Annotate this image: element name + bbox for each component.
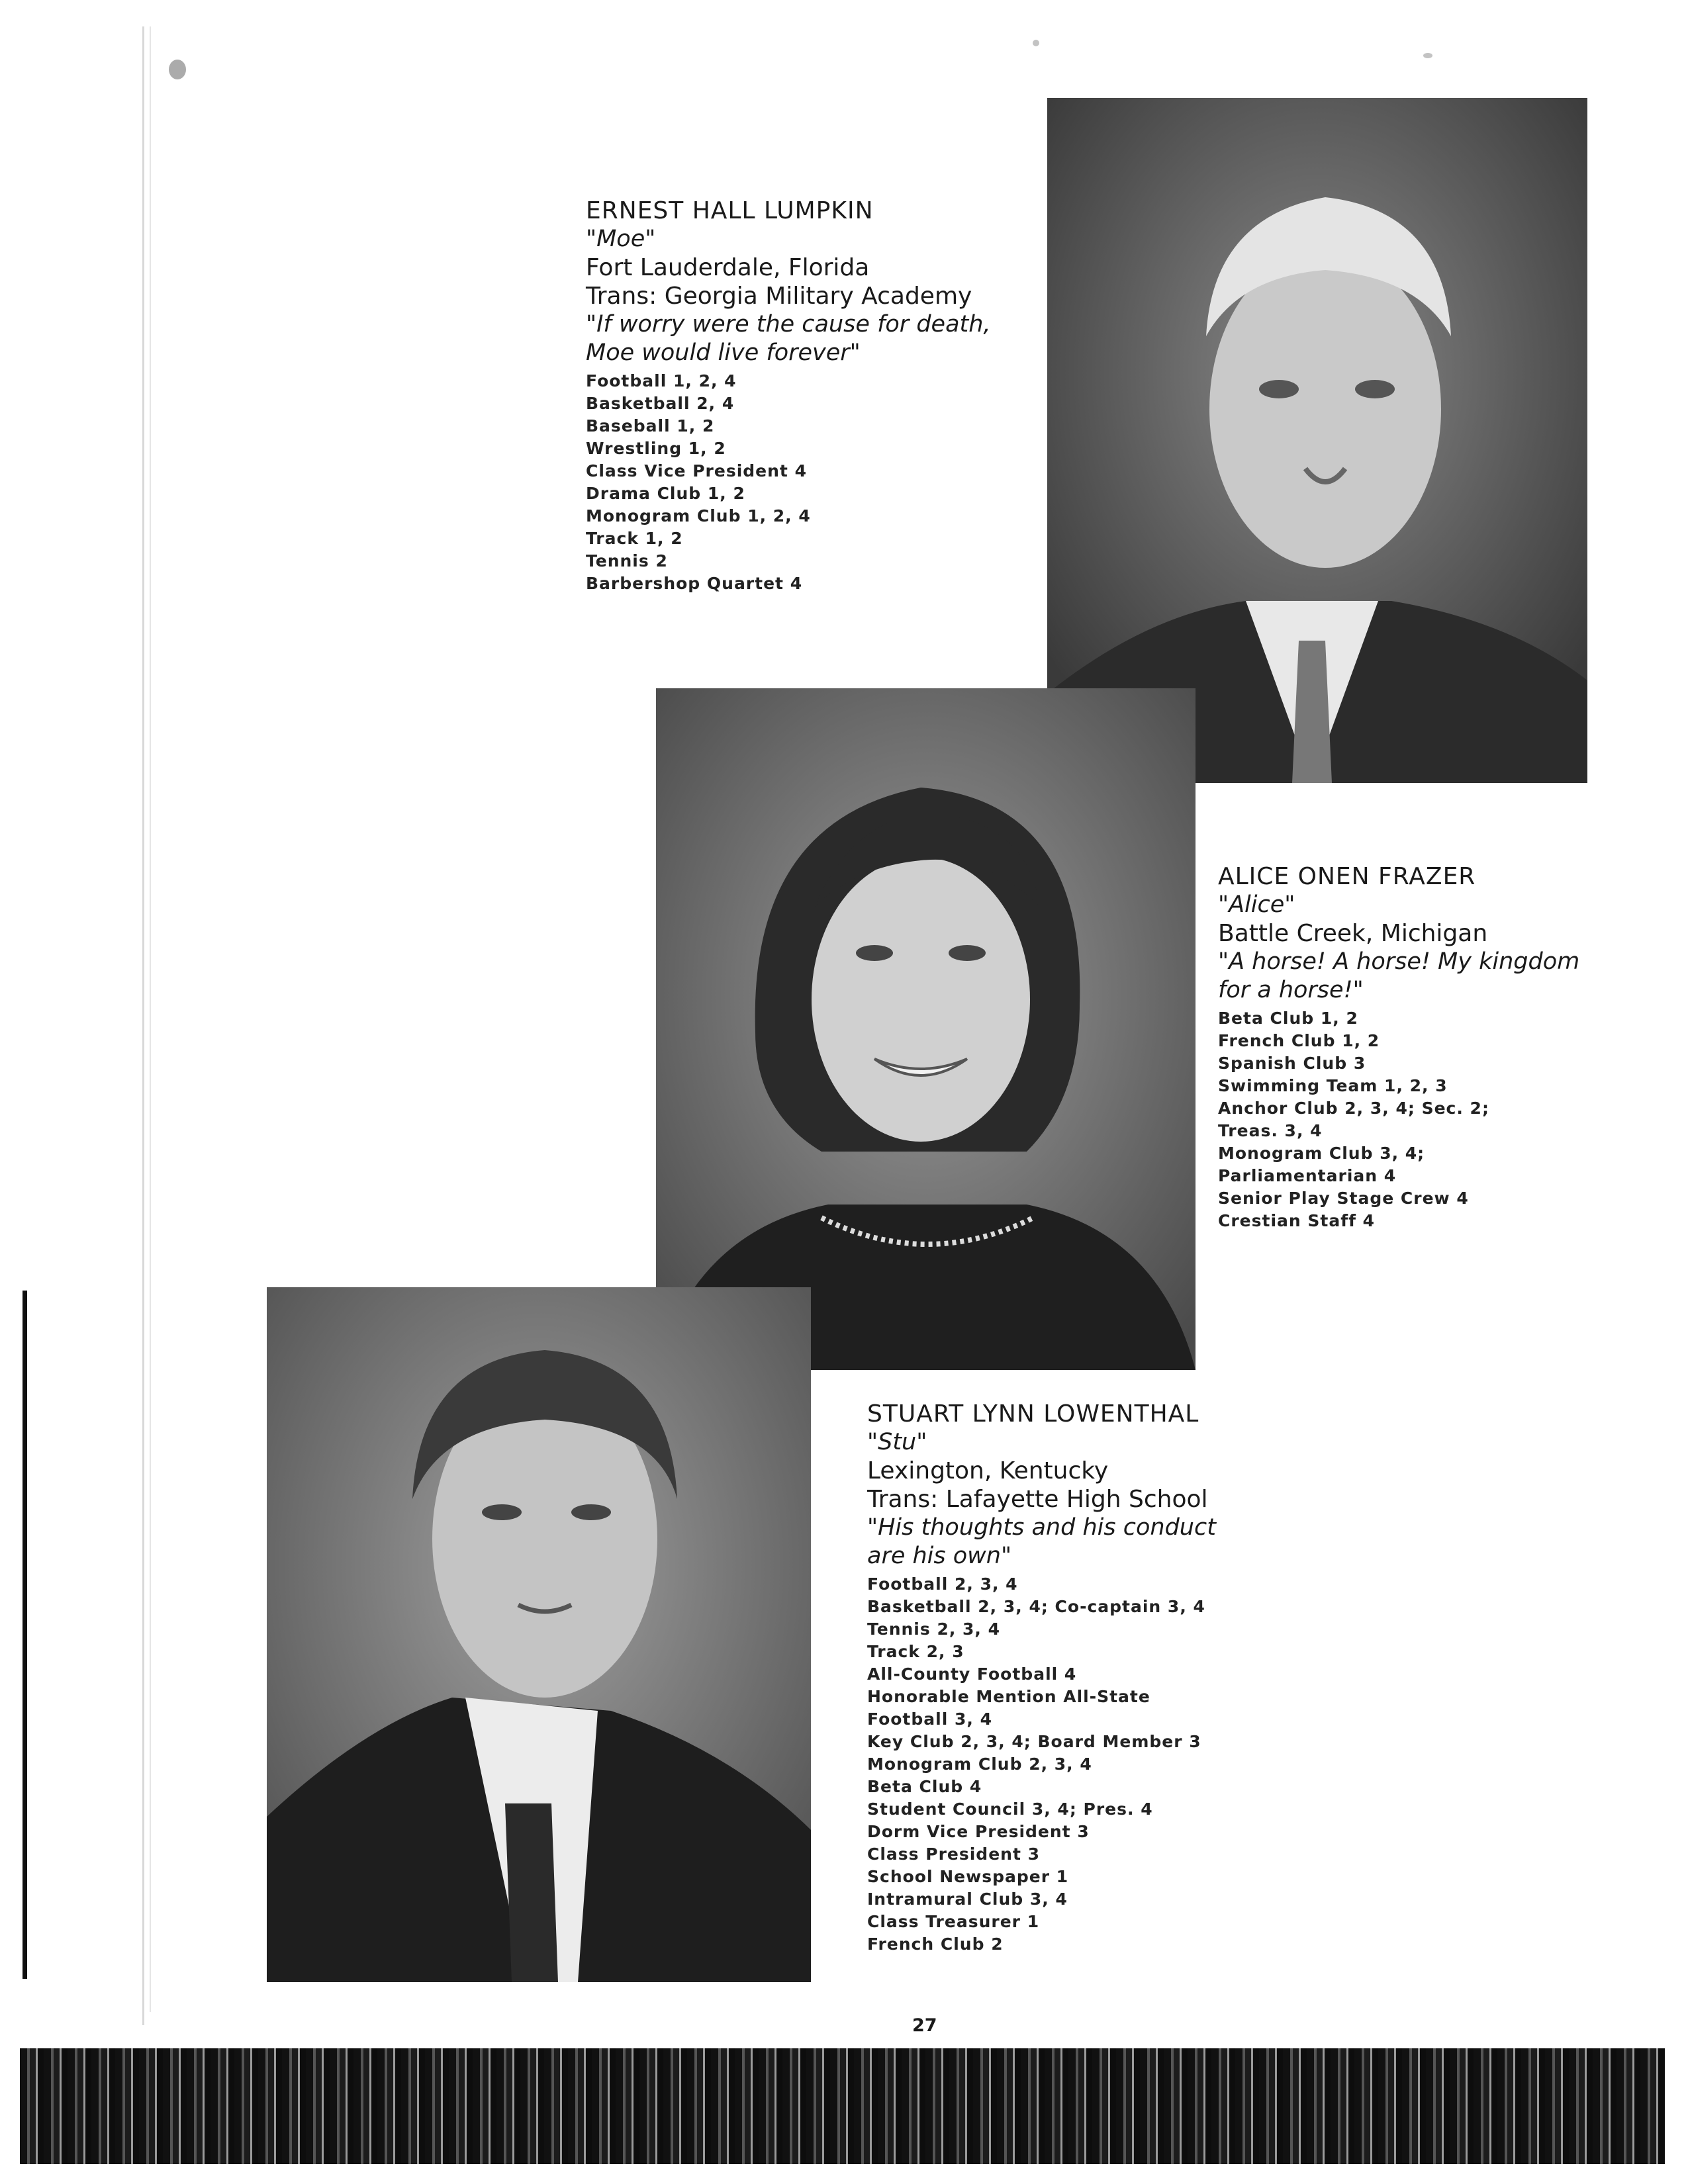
activity-item: All-County Football 4 xyxy=(867,1664,1077,1684)
activity-item: Honorable Mention All-State xyxy=(867,1687,1150,1706)
bio-stuart-lowenthal xyxy=(867,1400,1216,1956)
activity-item: Beta Club 1, 2 xyxy=(1218,1009,1358,1028)
activity-item: Class Treasurer 1 xyxy=(867,1912,1040,1931)
activity-item: Tennis 2 xyxy=(586,551,668,570)
activity-item: Track 1, 2 xyxy=(586,529,683,548)
activity-item: Class Vice President 4 xyxy=(586,461,807,480)
activity-item: Basketball 2, 4 xyxy=(586,394,735,413)
activities-list xyxy=(586,370,991,595)
student-quote-line: "His thoughts and his conduct xyxy=(867,1514,1216,1541)
student-transfer: Trans: Georgia Military Academy xyxy=(586,283,972,310)
page-number: 27 xyxy=(912,2015,937,2036)
activity-item: Monogram Club 1, 2, 4 xyxy=(586,506,811,525)
student-nickname: "Moe" xyxy=(586,226,656,252)
bio-alice-frazer xyxy=(1218,862,1579,1232)
student-name: STUART LYNN LOWENTHAL xyxy=(867,1400,1199,1428)
student-name: ERNEST HALL LUMPKIN xyxy=(586,197,874,224)
activity-item: Track 2, 3 xyxy=(867,1642,964,1661)
activity-item: Football 3, 4 xyxy=(867,1709,992,1729)
student-nickname: "Stu" xyxy=(867,1429,927,1455)
activity-item: Beta Club 4 xyxy=(867,1777,982,1796)
bio-ernest-lumpkin xyxy=(586,197,991,595)
activity-item: School Newspaper 1 xyxy=(867,1867,1069,1886)
scan-speck xyxy=(169,60,186,79)
activity-item: Student Council 3, 4; Pres. 4 xyxy=(867,1799,1153,1819)
activity-item: Basketball 2, 3, 4; Co-captain 3, 4 xyxy=(867,1597,1205,1616)
activity-item: Tennis 2, 3, 4 xyxy=(867,1619,1001,1639)
activities-list xyxy=(867,1573,1216,1956)
portrait-photo-ernest-lumpkin xyxy=(1047,98,1587,783)
scan-bottom-band xyxy=(20,2048,1665,2164)
student-quote-line: are his own" xyxy=(867,1543,1012,1569)
student-transfer: Trans: Lafayette High School xyxy=(867,1486,1208,1513)
activity-item: Parliamentarian 4 xyxy=(1218,1166,1397,1185)
activity-item: Key Club 2, 3, 4; Board Member 3 xyxy=(867,1732,1201,1751)
activity-item: Football 1, 2, 4 xyxy=(586,371,737,390)
activity-item: Class President 3 xyxy=(867,1844,1041,1864)
activity-item: Wrestling 1, 2 xyxy=(586,439,726,458)
student-quote-line: "A horse! A horse! My kingdom xyxy=(1218,948,1580,975)
activity-item: Swimming Team 1, 2, 3 xyxy=(1218,1076,1448,1095)
activity-item: French Club 1, 2 xyxy=(1218,1031,1380,1050)
activity-item: Monogram Club 2, 3, 4 xyxy=(867,1754,1092,1774)
activity-item: Intramural Club 3, 4 xyxy=(867,1889,1068,1909)
student-hometown: Fort Lauderdale, Florida xyxy=(586,254,870,281)
activity-item: Spanish Club 3 xyxy=(1218,1054,1366,1073)
activity-item: Football 2, 3, 4 xyxy=(867,1574,1018,1594)
activities-list xyxy=(1218,1007,1579,1232)
binding-gutter-shadow xyxy=(150,26,151,2012)
student-hometown: Battle Creek, Michigan xyxy=(1218,920,1488,947)
student-nickname: "Alice" xyxy=(1218,891,1295,918)
activity-item: Treas. 3, 4 xyxy=(1218,1121,1323,1140)
student-quote-line: "If worry were the cause for death, xyxy=(586,311,991,338)
activity-item: Barbershop Quartet 4 xyxy=(586,574,803,593)
student-quote-line: for a horse!" xyxy=(1218,977,1364,1003)
binding-gutter-line xyxy=(142,26,144,2025)
scan-edge-mark xyxy=(23,1291,27,1979)
scan-speck xyxy=(1033,40,1039,46)
student-hometown: Lexington, Kentucky xyxy=(867,1457,1109,1484)
activity-item: Monogram Club 3, 4; xyxy=(1218,1144,1425,1163)
student-quote-line: Moe would live forever" xyxy=(586,340,861,366)
activity-item: Dorm Vice President 3 xyxy=(867,1822,1090,1841)
activity-item: French Club 2 xyxy=(867,1934,1004,1954)
portrait-photo-alice-frazer xyxy=(656,688,1196,1370)
activity-item: Crestian Staff 4 xyxy=(1218,1211,1376,1230)
scan-speck xyxy=(1423,53,1432,58)
student-name: ALICE ONEN FRAZER xyxy=(1218,863,1476,890)
activity-item: Anchor Club 2, 3, 4; Sec. 2; xyxy=(1218,1099,1489,1118)
activity-item: Drama Club 1, 2 xyxy=(586,484,745,503)
activity-item: Senior Play Stage Crew 4 xyxy=(1218,1189,1469,1208)
portrait-photo-stuart-lowenthal xyxy=(267,1287,811,1982)
activity-item: Baseball 1, 2 xyxy=(586,416,715,435)
